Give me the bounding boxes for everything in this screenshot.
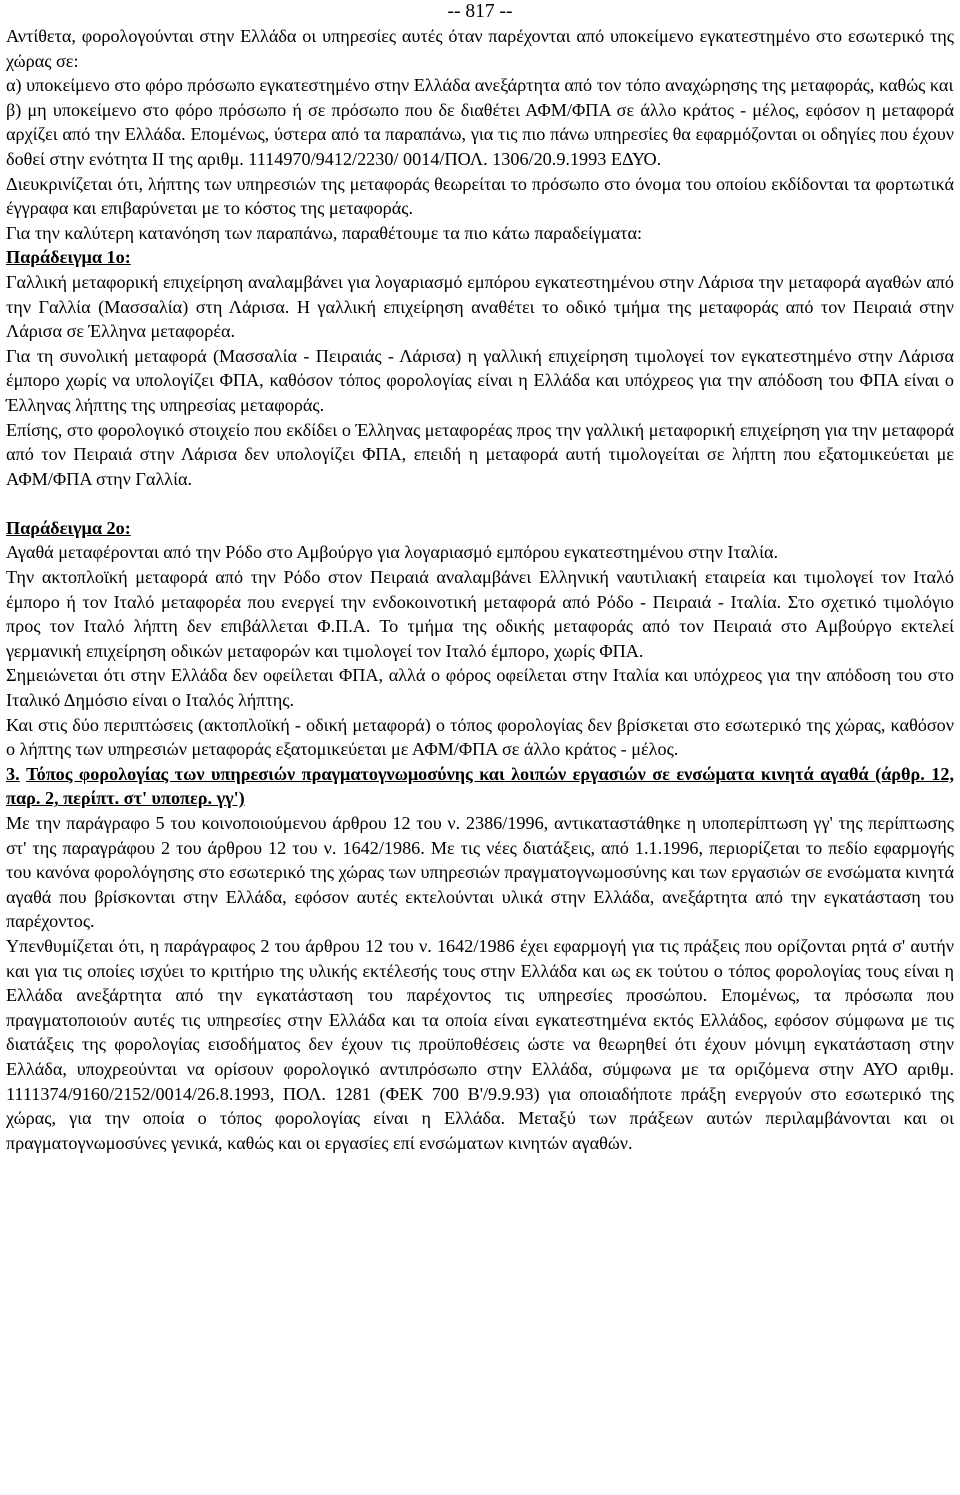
paragraph: Για την καλύτερη κατανόηση των παραπάνω, παραθέτουμε τα πιο κάτω παραδείγματα:: [6, 222, 643, 243]
paragraph: Διευκρινίζεται ότι, λήπτης των υπηρεσιών της μεταφοράς θεωρείται το πρόσωπο στο όνομα του οποίου εκδίδονται τα φορτωτικά έγγραφα και επιβαρύνεται με το κόστος της μεταφοράς.: [6, 173, 954, 219]
page-number: -- 817 --: [447, 1, 513, 22]
paragraph: Την ακτοπλοϊκή μεταφορά από την Ρόδο στον Πειραιά αναλαμβάνει Ελληνική ναυτιλιακή εταιρεία και τιμολογεί τον Ιταλό έμπορο ή τον Ιταλό μεταφορέα που ενεργεί την ενδοκοινοτική μεταφορά από Ρόδο - Πειραιά - Ιταλία. Στο σχετικό τιμολόγιο προς τον Ιταλό λήπτη δεν επιβάλλεται Φ.Π.Α. Το τμήμα της οδικής μεταφοράς από τον Πειραιά στο Αμβούργο εκτελεί γερμανική επιχείρηση οδικών μεταφορών και τιμολογεί τον Ιταλό έμπορο, χωρίς ΦΠΑ.: [6, 567, 954, 661]
section-3-heading: [6, 762, 954, 811]
paragraph: Αγαθά μεταφέρονται από την Ρόδο στο Αμβούργο για λογαριασμό εμπόρου εγκατεστημένου στην Ιταλία.: [6, 542, 779, 563]
example-1-title: Παράδειγμα 1ο:: [6, 247, 131, 268]
paragraph: β) μη υποκείμενο στο φόρο πρόσωπο ή σε πρόσωπο που δε διαθέτει ΑΦΜ/ΦΠΑ σε άλλο κράτος - μέλος, εφόσον η μεταφορά αρχίζει από την Ελλάδα. Επομένως, ύστερα από τα παραπάνω, για τις πιο πάνω υπηρεσίες θα εφαρμόζονται οι οδηγίες που έχουν δοθεί στην ενότητα ΙΙ της αριθμ. 1114970/9412/2230/ 0014/ΠΟΛ. 1306/20.9.1993 ΕΔΥΟ.: [6, 99, 954, 169]
example-2-title: Παράδειγμα 2ο:: [6, 517, 131, 538]
paragraph: Επίσης, στο φορολογικό στοιχείο που εκδίδει ο Έλληνας μεταφορέας προς την γαλλική μεταφορική επιχείρηση για την μεταφορά από τον Πειραιά στην Λάρισα δεν υπολογίζει ΦΠΑ, επειδή η μεταφορά αυτή τιμολογείται σε λήπτη που εξατομικεύεται με ΑΦΜ/ΦΠΑ στην Γαλλία.: [6, 419, 954, 489]
paragraph: Γαλλική μεταφορική επιχείρηση αναλαμβάνει για λογαριασμό εμπόρου εγκατεστημένου στην Λάρισα την μεταφορά αγαθών από την Γαλλία (Μασσαλία) στη Λάρισα. Η γαλλική επιχείρηση αναθέτει το οδικό τμήμα της μεταφοράς από τον Πειραιά στην Λάρισα σε Έλληνα μεταφορέα.: [6, 271, 954, 342]
section-3-number: 3.: [6, 763, 20, 784]
paragraph: Με την παράγραφο 5 του κοινοποιούμενου άρθρου 12 του ν. 2386/1996, αντικαταστάθηκε η υποπερίπτωση γγ' της περίπτωσης στ' της παραγράφου 2 του άρθρου 12 του ν. 1642/1986. Με τις νέες διατάξεις, από 1.1.1996, περιορίζεται το πεδίο εφαρμογής του κανόνα φορολόγησης στο εσωτερικό της χώρας των υπηρεσιών πραγματογνωμοσύνης και των εργασιών σε ενσώματα κινητά αγαθά που βρίσκονται στην Ελλάδα, εφόσον αυτές εκτελούνται υλικά στην Ελλάδα, ανεξάρτητα από την εγκατάσταση του παρέχοντος.: [6, 813, 954, 932]
paragraph: Αντίθετα, φορολογούνται στην Ελλάδα οι υπηρεσίες αυτές όταν παρέχονται από υποκείμενο εγκατεστημένο στο εσωτερικό της χώρας σε:: [6, 26, 954, 71]
document-body: [6, 24, 954, 1155]
section-3-title: Τόπος φορολογίας των υπηρεσιών πραγματογνωμοσύνης και λοιπών εργασιών σε ενσώματα κινητά αγαθά (άρθρ. 12, παρ. 2, περίπτ. στ' υποπερ. γγ'): [6, 763, 955, 809]
paragraph: Για τη συνολική μεταφορά (Μασσαλία - Πειραιάς - Λάρισα) η γαλλική επιχείρηση τιμολογεί τον εγκατεστημένο στην Λάρισα έμπορο χωρίς να υπολογίζει ΦΠΑ, καθόσον τόπος φορολογίας είναι η Ελλάδα και υπόχρεος για την απόδοση του ΦΠΑ είναι ο Έλληνας λήπτης της υπηρεσίας μεταφοράς.: [6, 345, 954, 415]
paragraph: α) υποκείμενο στο φόρο πρόσωπο εγκατεστημένο στην Ελλάδα ανεξάρτητα από τον τόπο αναχώρησης της μεταφοράς, καθώς και: [6, 75, 954, 96]
paragraph: Σημειώνεται ότι στην Ελλάδα δεν οφείλεται ΦΠΑ, αλλά ο φόρος οφείλεται στην Ιταλία και υπόχρεος για την απόδοση του στο Ιταλικό Δημόσιο είναι ο Ιταλός λήπτης.: [6, 665, 954, 711]
paragraph: Υπενθυμίζεται ότι, η παράγραφος 2 του άρθρου 12 του ν. 1642/1986 έχει εφαρμογή για τις πράξεις που ορίζονται ρητά σ' αυτήν και για τις οποίες ισχύει το κριτήριο της υλικής εκτέλεσής τους στην Ελλάδα και ως εκ τούτου ο τόπος φορολογίας τους είναι η Ελλάδα ανεξάρτητα από την εγκατάσταση του παρέχοντος τις υπηρεσίες προσώπου. Επομένως, τα πρόσωπα που πραγματοποιούν αυτές τις υπηρεσίες στην Ελλάδα και τα οποία είναι εγκατεστημένα εκτός Ελλάδος, εφόσον σύμφωνα με τις διατάξεις της φορολογίας εισοδήματος δεν έχουν τις προϋποθέσεις ώστε να θεωρηθεί ότι έχουν μόνιμη εγκατάσταση στην Ελλάδα, υποχρεούνται να ορίσουν φορολογικό αντιπρόσωπο στην Ελλάδα, σύμφωνα με τα οριζόμενα στην ΑΥΟ αριθμ. 1111374/9160/2152/0014/26.8.1993, ΠΟΛ. 1281 (ΦΕΚ 700 Β'/9.9.93) για οποιαδήποτε πράξη ενεργούν στο εσωτερικό της χώρας, για την οποία ο τόπος φορολογίας είναι η Ελλάδα. Μεταξύ των πράξεων αυτών περιλαμβάνονται και οι πραγματογνωμοσύνες γενικά, καθώς και οι εργασίες επί ενσώματων κινητών αγαθών.: [6, 935, 954, 1153]
paragraph: Και στις δύο περιπτώσεις (ακτοπλοϊκή - οδική μεταφορά) ο τόπος φορολογίας δεν βρίσκεται στο εσωτερικό της χώρας, καθόσον ο λήπτης των υπηρεσιών μεταφοράς εξατομικεύεται με ΑΦΜ/ΦΠΑ σε άλλο κράτος - μέλος.: [6, 714, 954, 760]
blank-line: [6, 491, 954, 516]
